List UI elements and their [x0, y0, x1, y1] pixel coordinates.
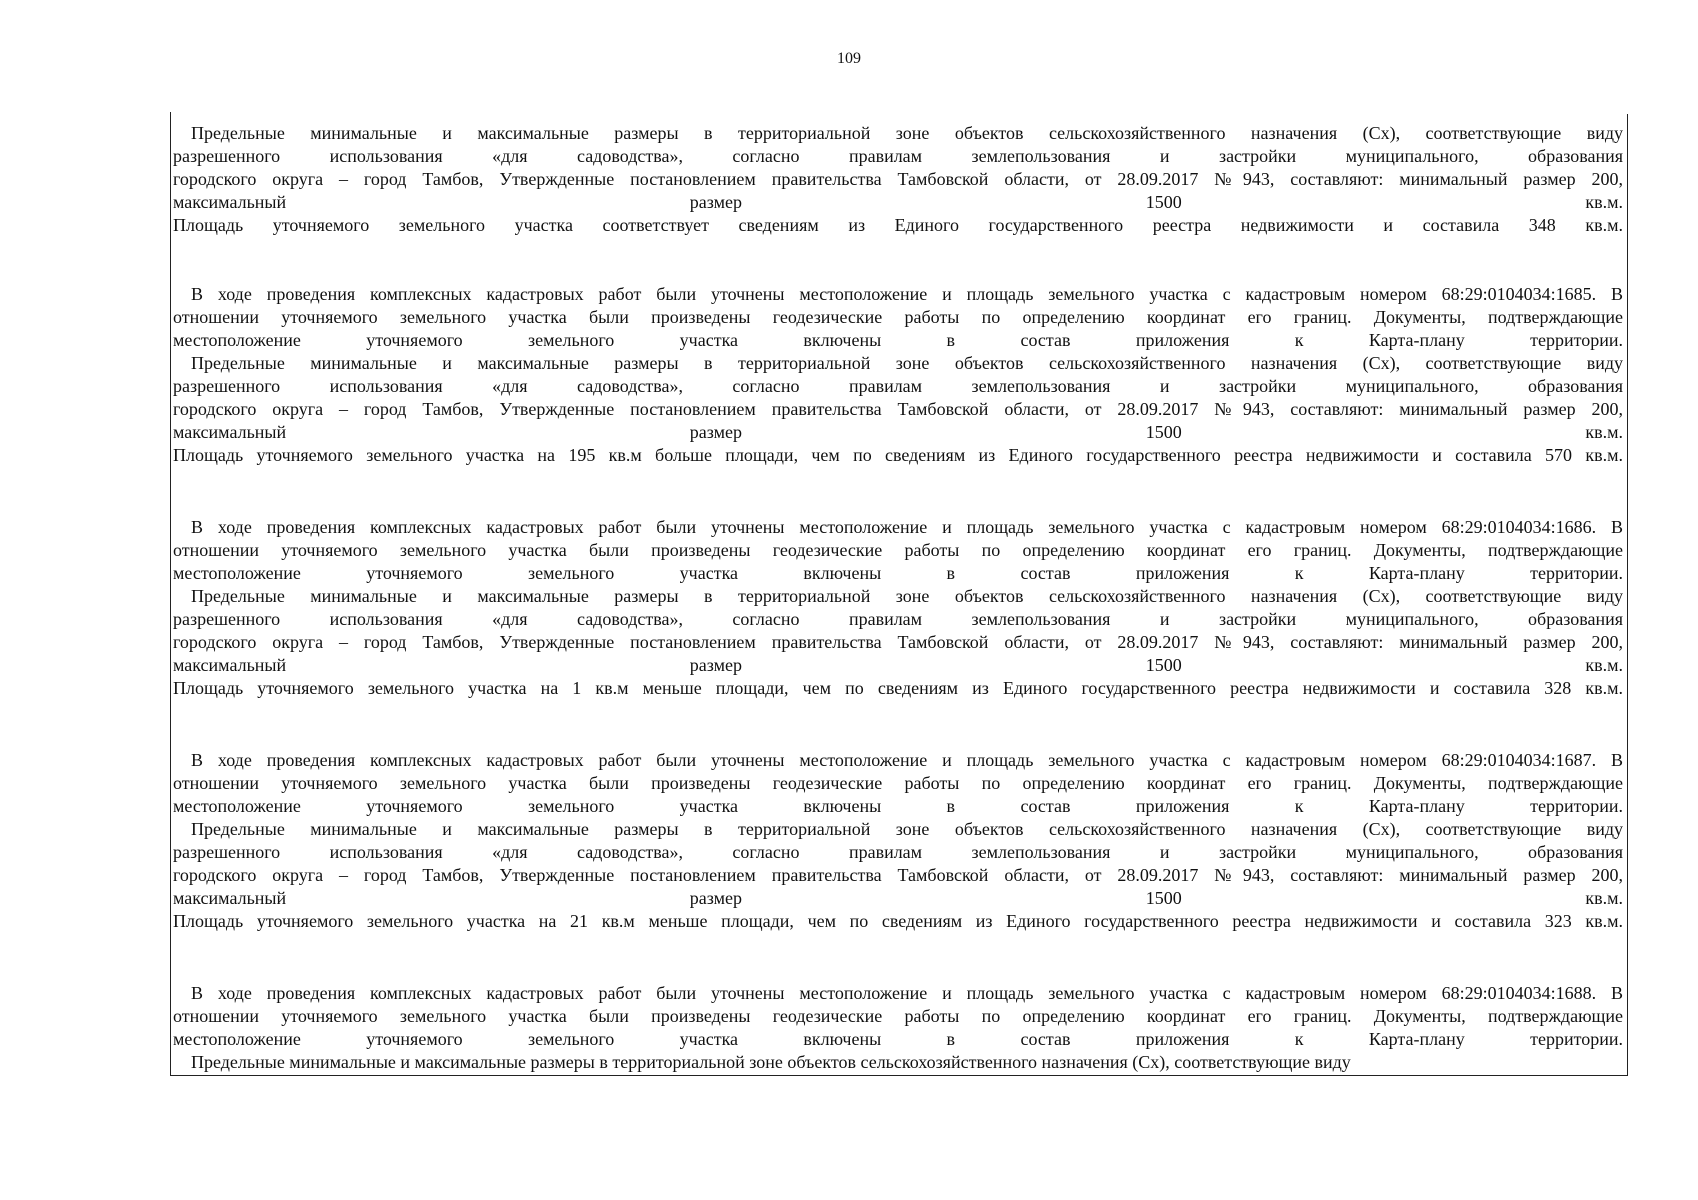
parcel-block: [173, 516, 1623, 700]
text-line: В ходе проведения комплексных кадастровых работ были уточнены местоположение и площадь земельного участка с кадастровым номером 68:29:0104034:1685. В: [191, 284, 1623, 304]
text-line: Предельные минимальные и максимальные размеры в территориальной зоне объектов сельскохозяйственного назначения (Сх), соответствующие виду: [191, 1052, 1351, 1072]
text-line: максимальный размер 1500 кв.м.: [173, 888, 1623, 908]
text-line: местоположение уточняемого земельного участка включены в состав приложения к Карта-плану территории.: [173, 1029, 1623, 1049]
text-line: В ходе проведения комплексных кадастровых работ были уточнены местоположение и площадь земельного участка с кадастровым номером 68:29:0104034:1687. В: [191, 750, 1623, 770]
parcel-block: [173, 982, 1623, 1074]
text-line: отношении уточняемого земельного участка были произведены геодезические работы по определению координат его границ. Документы, подтверждающие: [173, 773, 1623, 793]
text-line: разрешенного использования «для садоводства», согласно правилам землепользования и застройки муниципального, образования: [173, 842, 1623, 862]
text-line: отношении уточняемого земельного участка были произведены геодезические работы по определению координат его границ. Документы, подтверждающие: [173, 540, 1623, 560]
text-line: разрешенного использования «для садоводства», согласно правилам землепользования и застройки муниципального, образования: [173, 146, 1623, 166]
text-line: максимальный размер 1500 кв.м.: [173, 655, 1623, 675]
document-frame: [170, 114, 1628, 1076]
text-line: отношении уточняемого земельного участка были произведены геодезические работы по определению координат его границ. Документы, подтверждающие: [173, 307, 1623, 327]
text-line: Предельные минимальные и максимальные размеры в территориальной зоне объектов сельскохозяйственного назначения (Сх), соответствующие виду: [191, 819, 1623, 839]
text-line: отношении уточняемого земельного участка были произведены геодезические работы по определению координат его границ. Документы, подтверждающие: [173, 1006, 1623, 1026]
parcel-block: [173, 283, 1623, 467]
text-line: местоположение уточняемого земельного участка включены в состав приложения к Карта-плану территории.: [173, 330, 1623, 350]
text-line: Предельные минимальные и максимальные размеры в территориальной зоне объектов сельскохозяйственного назначения (Сх), соответствующие виду: [191, 123, 1623, 143]
text-line: разрешенного использования «для садоводства», согласно правилам землепользования и застройки муниципального, образования: [173, 609, 1623, 629]
text-line: городского округа – город Тамбов, Утвержденные постановлением правительства Тамбовской области, от 28.09.2017 №943, составляют: минимальный размер 200,: [173, 169, 1623, 189]
text-line: Предельные минимальные и максимальные размеры в территориальной зоне объектов сельскохозяйственного назначения (Сх), соответствующие виду: [191, 586, 1623, 606]
text-line: максимальный размер 1500 кв.м.: [173, 422, 1623, 442]
text-line: В ходе проведения комплексных кадастровых работ были уточнены местоположение и площадь земельного участка с кадастровым номером 68:29:0104034:1688. В: [191, 983, 1623, 1003]
text-line: городского округа – город Тамбов, Утвержденные постановлением правительства Тамбовской области, от 28.09.2017 №943, составляют: минимальный размер 200,: [173, 399, 1623, 419]
text-line: городского округа – город Тамбов, Утвержденные постановлением правительства Тамбовской области, от 28.09.2017 №943, составляют: минимальный размер 200,: [173, 865, 1623, 885]
text-line: Площадь уточняемого земельного участка на 21 кв.м меньше площади, чем по сведениям из Единого государственного реестра недвижимости и составила 323 кв.м.: [173, 911, 1623, 931]
text-line: максимальный размер 1500 кв.м.: [173, 192, 1623, 212]
text-line: Площадь уточняемого земельного участка на 195 кв.м больше площади, чем по сведениям из Единого государственного реестра недвижимости и составила 570 кв.м.: [173, 445, 1623, 465]
parcel-block: [173, 122, 1623, 237]
text-line: Площадь уточняемого земельного участка на 1 кв.м меньше площади, чем по сведениям из Единого государственного реестра недвижимости и составила 328 кв.м.: [173, 678, 1623, 698]
page-number: 109: [837, 50, 861, 67]
text-line: местоположение уточняемого земельного участка включены в состав приложения к Карта-плану территории.: [173, 563, 1623, 583]
text-line: В ходе проведения комплексных кадастровых работ были уточнены местоположение и площадь земельного участка с кадастровым номером 68:29:0104034:1686. В: [191, 517, 1623, 537]
text-line: Предельные минимальные и максимальные размеры в территориальной зоне объектов сельскохозяйственного назначения (Сх), соответствующие виду: [191, 353, 1623, 373]
text-line: городского округа – город Тамбов, Утвержденные постановлением правительства Тамбовской области, от 28.09.2017 №943, составляют: минимальный размер 200,: [173, 632, 1623, 652]
text-line: местоположение уточняемого земельного участка включены в состав приложения к Карта-плану территории.: [173, 796, 1623, 816]
parcel-block: [173, 749, 1623, 933]
text-line: Площадь уточняемого земельного участка соответствует сведениям из Единого государственного реестра недвижимости и составила 348 кв.м.: [173, 215, 1623, 235]
text-line: разрешенного использования «для садоводства», согласно правилам землепользования и застройки муниципального, образования: [173, 376, 1623, 396]
